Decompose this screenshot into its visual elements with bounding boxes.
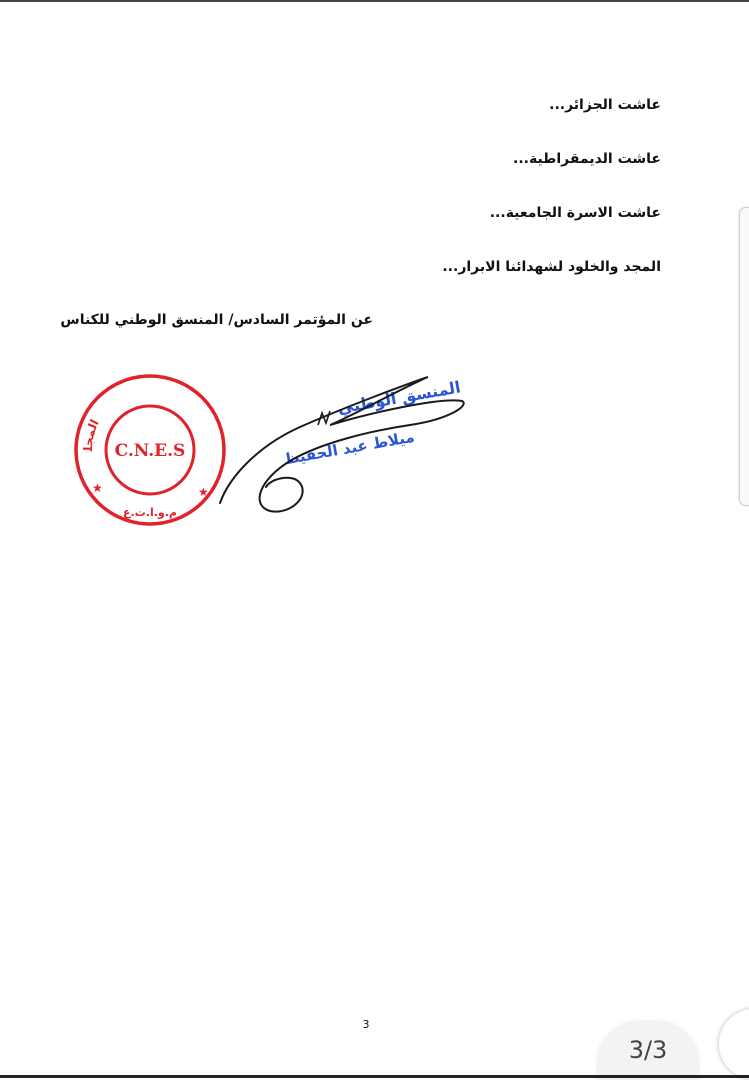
signature-title: المنسق الوطني: [336, 377, 462, 418]
closing-line-4: المجد والخلود لشهدائنا الابرار...: [442, 259, 661, 275]
signature-name: ميلاط عبد الحفيظ: [282, 427, 416, 469]
stamp-center-text: C.N.E.S: [114, 441, 186, 461]
closing-line-3: عاشت الاسرة الجامعية...: [489, 205, 661, 221]
closing-line-2: عاشت الديمقراطية...: [513, 151, 661, 167]
top-divider: [0, 0, 749, 2]
signatory-line: عن المؤتمر السادس/ المنسق الوطني للكناس: [60, 312, 373, 328]
bottom-divider: [0, 1075, 749, 1078]
closing-line-1: عاشت الجزائر...: [549, 97, 661, 113]
stamp-ring-text: المجل: [80, 417, 102, 452]
handwritten-signature: [200, 365, 480, 525]
page-indicator: [598, 1022, 698, 1080]
page-number: 3: [362, 1018, 370, 1031]
stamp-bottom-text: م.و.ا.ت.ع: [123, 506, 177, 519]
page-indicator-label: 3/3: [628, 1036, 668, 1064]
signature-icon: [200, 365, 480, 525]
stamp-star-right-icon: ★: [198, 485, 209, 499]
floating-action-button[interactable]: [718, 1008, 749, 1080]
stamp-star-left-icon: ★: [92, 481, 103, 495]
scrollbar-handle[interactable]: [739, 207, 749, 506]
